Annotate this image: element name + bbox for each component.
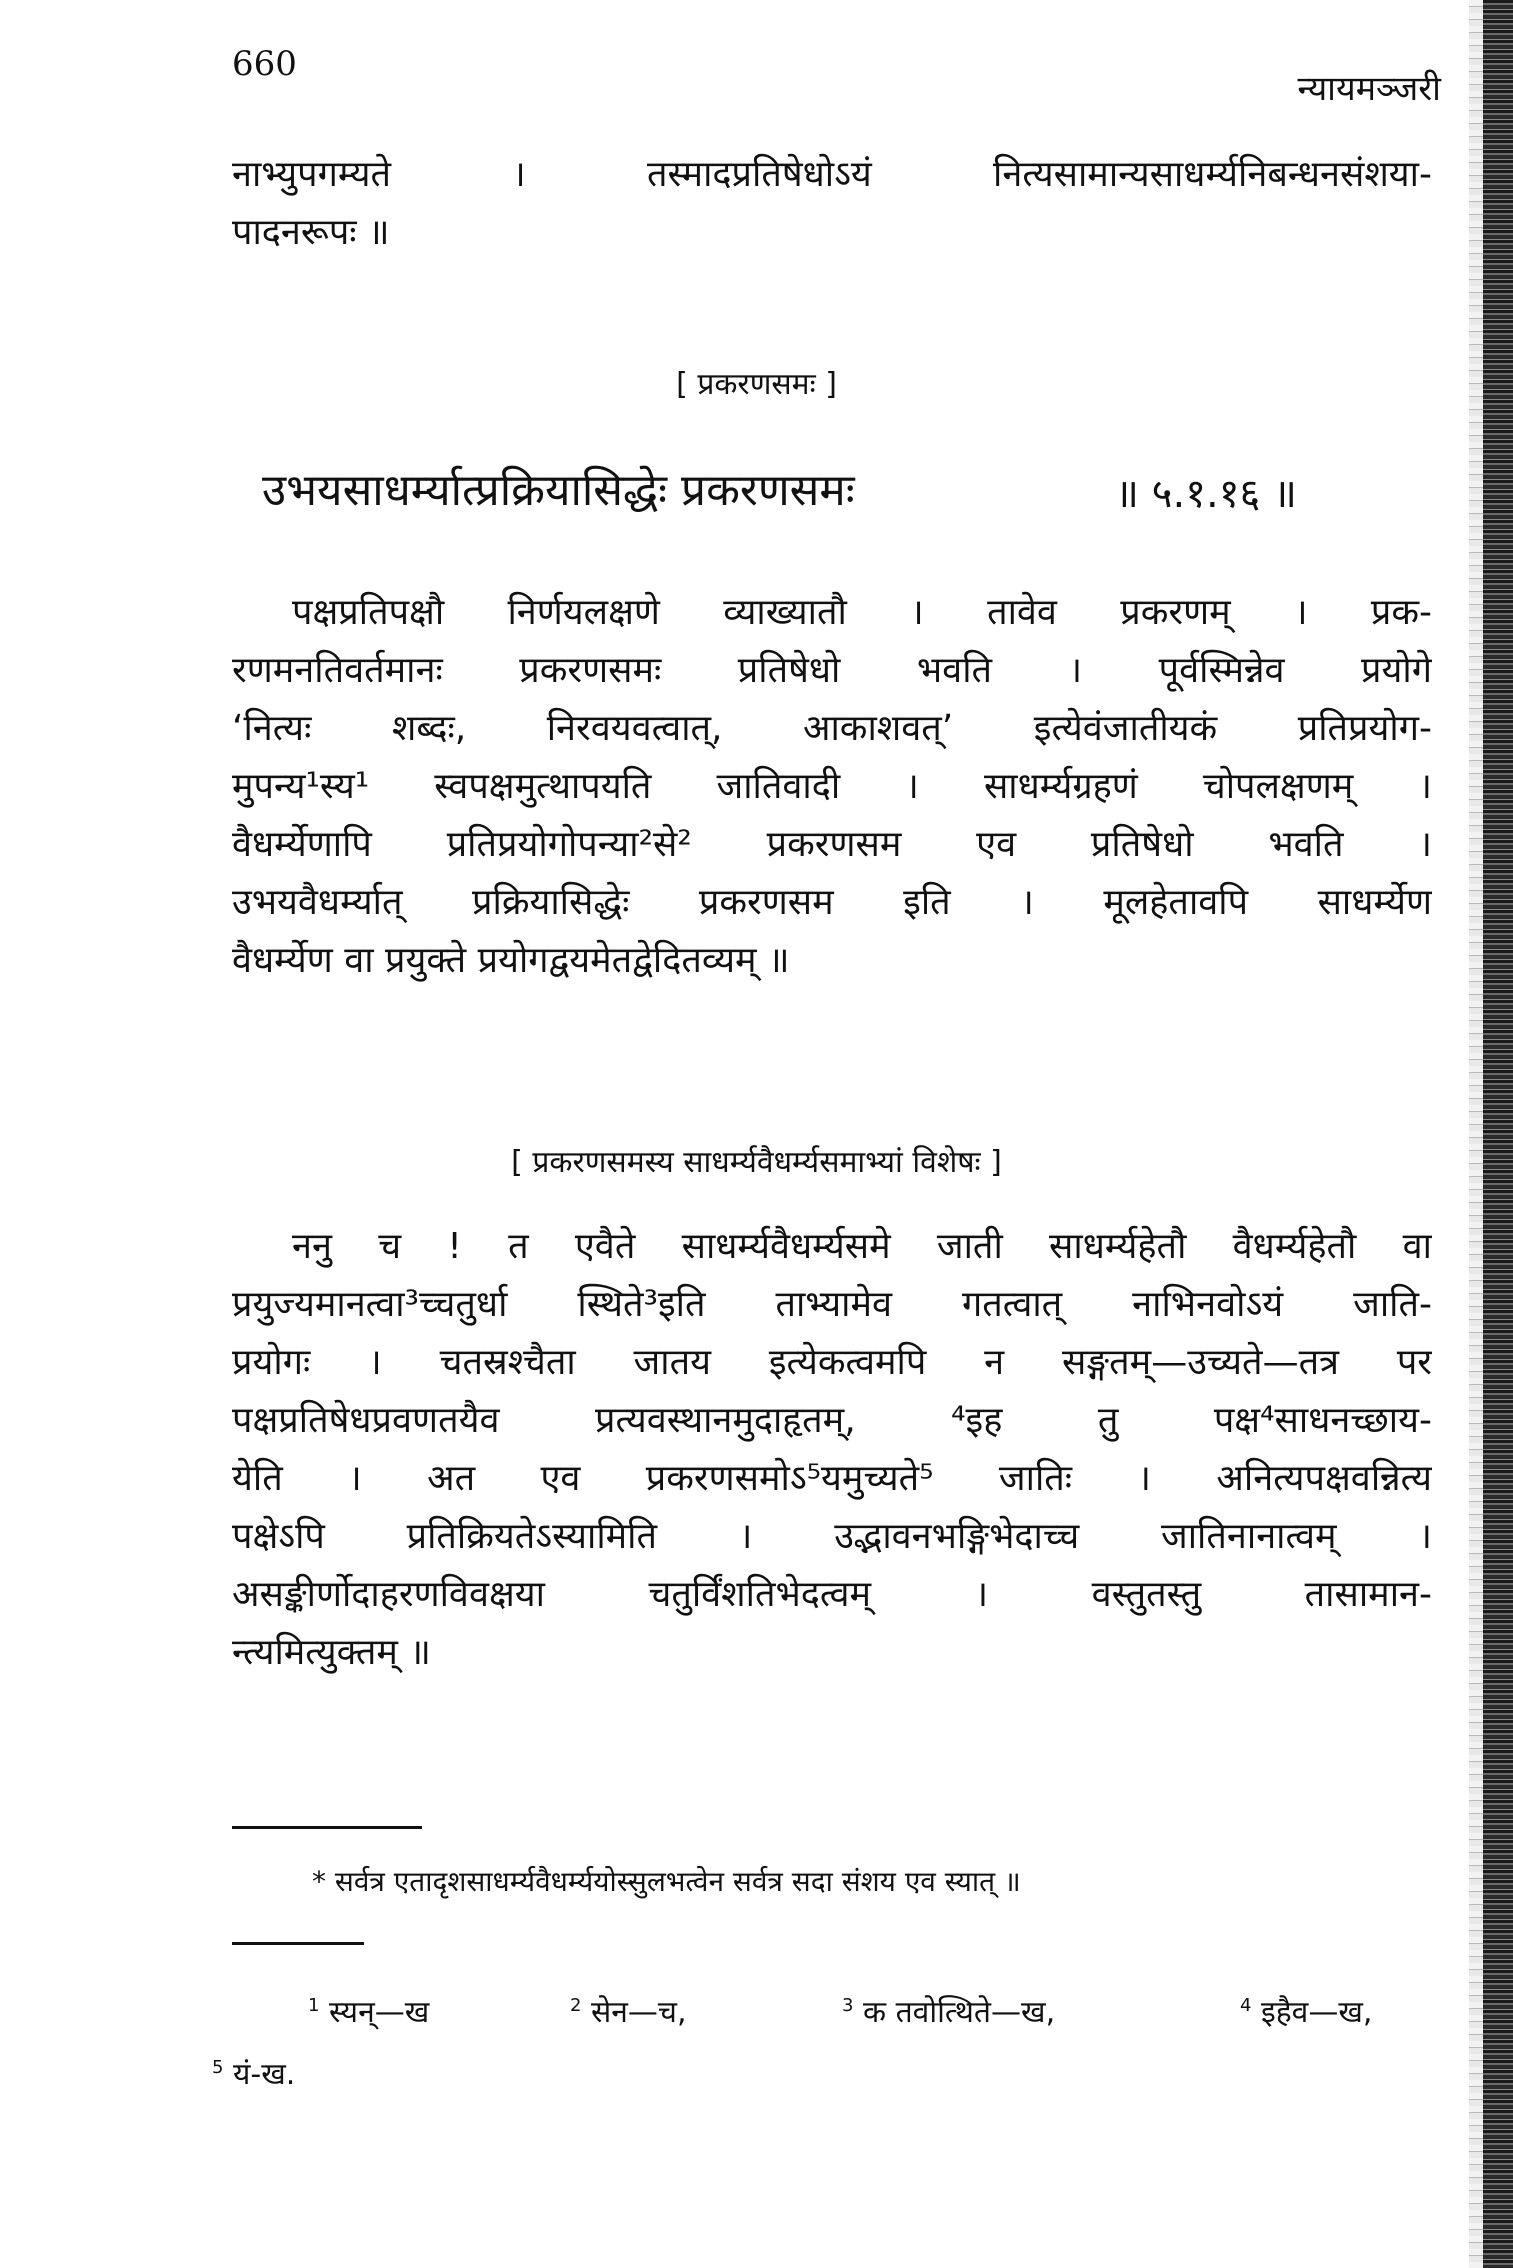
- footnote-rule: [232, 1942, 364, 1945]
- footnote-marker: 2: [570, 1995, 582, 2016]
- text-line: पादनरूपः ॥: [232, 212, 390, 253]
- footnote-text: सेन—च,: [591, 1995, 687, 2030]
- paragraph-2: [232, 584, 1432, 990]
- text-line: रणमनतिवर्तमानः प्रकरणसमः प्रतिषेधो भवति । पूर्वस्मिन्नेव प्रयोगे: [232, 650, 1432, 691]
- text-line: प्रयोगः । चतस्रश्चैता जातय इत्येकत्वमपि न सङ्गतम्—उच्यते—तत्र पर: [232, 1342, 1432, 1383]
- editorial-footnote: * सर्वत्र एतादृशसाधर्म्यवैधर्म्ययोस्सुलभत्वेन सर्वत्र सदा संशय एव स्यात् ॥: [312, 1865, 1021, 1898]
- text-line: न्त्यमित्युक्तम् ॥: [232, 1632, 431, 1673]
- footnote-4: [1240, 1990, 1372, 2031]
- footnote-3: [842, 1990, 1055, 2031]
- paragraph-1: [232, 146, 1432, 262]
- page-number: 660: [232, 44, 297, 84]
- footnote-2: [570, 1990, 687, 2031]
- footnote-text: यं-ख.: [233, 2057, 296, 2092]
- text-line: मुपन्य¹स्य¹ स्वपक्षमुत्थापयति जातिवादी । साधर्म्यग्रहणं चोपलक्षणम् ।: [232, 766, 1432, 807]
- footnote-text: इहैव—ख,: [1261, 1995, 1373, 2030]
- text-line: येति । अत एव प्रकरणसमोऽ⁵यमुच्यते⁵ जातिः । अनित्यपक्षवन्नित्य: [232, 1458, 1432, 1499]
- footnote-marker: 4: [1240, 1995, 1252, 2016]
- text-line: पक्षप्रतिपक्षौ निर्णयलक्षणे व्याख्यातौ । तावेव प्रकरणम् । प्रक-: [292, 592, 1432, 633]
- footnote-text: क तवोत्थिते—ख,: [863, 1995, 1056, 2030]
- section-heading: [ प्रकरणसमस्य साधर्म्यवैधर्म्यसमाभ्यां विशेषः ]: [511, 1145, 1002, 1180]
- text-line: उभयवैधर्म्यात् प्रक्रियासिद्धेः प्रकरणसम इति । मूलहेतावपि साधर्म्येण: [232, 882, 1432, 923]
- footnote-rule: [232, 1826, 422, 1829]
- footnote-text: स्यन्—ख: [329, 1995, 430, 2030]
- footnote-marker: 5: [212, 2057, 224, 2078]
- text-line: वैधर्म्येणापि प्रतिप्रयोगोपन्या²से² प्रकरणसम एव प्रतिषेधो भवति ।: [232, 824, 1432, 865]
- footnote-marker: 3: [842, 1995, 854, 2016]
- sutra-text: उभयसाधर्म्यात्प्रक्रियासिद्धेः प्रकरणसमः: [262, 465, 855, 516]
- running-head: न्यायमञ्जरी: [1297, 69, 1441, 109]
- footnote-1: [308, 1990, 429, 2031]
- section-heading: [ प्रकरणसमः ]: [676, 367, 837, 402]
- paragraph-3: [232, 1218, 1432, 1682]
- text-line: असङ्कीर्णोदाहरणविवक्षया चतुर्विंशतिभेदत्वम् । वस्तुतस्तु तासामान-: [232, 1574, 1432, 1615]
- footnote-marker: 1: [308, 1995, 320, 2016]
- footnote-5: [212, 2052, 295, 2093]
- sutra-number: ॥ ५.१.१६ ॥: [1115, 471, 1297, 517]
- page-edge-shadow: [1469, 0, 1483, 2268]
- text-line: पक्षेऽपि प्रतिक्रियतेऽस्यामिति । उद्भावनभङ्गिभेदाच्च जातिनानात्वम् ।: [232, 1516, 1432, 1557]
- text-line: पक्षप्रतिषेधप्रवणतयैव प्रत्यवस्थानमुदाहृतम्, ⁴इह तु पक्ष⁴साधनच्छाय-: [232, 1400, 1432, 1441]
- book-spine-edge: [1483, 0, 1513, 2268]
- text-line: वैधर्म्येण वा प्रयुक्ते प्रयोगद्वयमेतद्वेदितव्यम् ॥: [232, 940, 790, 981]
- text-line: ‘नित्यः शब्दः, निरवयवत्वात्, आकाशवत्’ इत्येवंजातीयकं प्रतिप्रयोग-: [232, 708, 1432, 749]
- text-line: प्रयुज्यमानत्वा³च्चतुर्धा स्थिते³इति ताभ्यामेव गतत्वात् नाभिनवोऽयं जाति-: [232, 1284, 1432, 1325]
- text-line: नाभ्युपगम्यते । तस्मादप्रतिषेधोऽयं नित्यसामान्यसाधर्म्यनिबन्धनसंशया-: [232, 154, 1432, 195]
- text-line: ननु च ! त एवैते साधर्म्यवैधर्म्यसमे जाती साधर्म्यहेतौ वैधर्म्यहेतौ वा: [292, 1226, 1432, 1267]
